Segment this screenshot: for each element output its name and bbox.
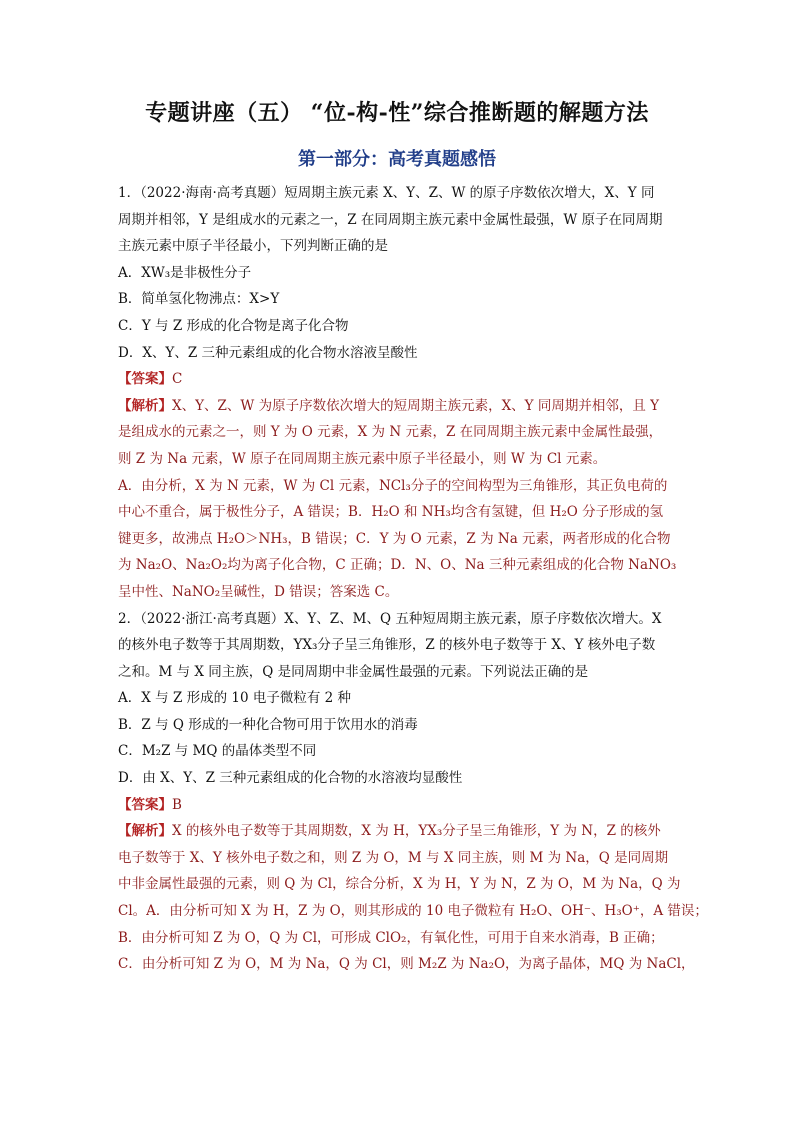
text-line	[118, 712, 678, 739]
page-title: 专题讲座（五） “位-构-性”综合推断题的解题方法	[145, 100, 649, 126]
explanation-text: 是组成水的元素之一，则 Y 为 O 元素，X 为 N 元素，Z 在同周期主族元素中金属性最强，	[118, 424, 663, 441]
explanation-text: X、Y、Z、W 为原子序数依次增大的短周期主族元素，X、Y 同周期并相邻，且 Y	[172, 397, 660, 414]
question-text: A．X 与 Z 形成的 10 电子微粒有 2 种	[118, 690, 352, 707]
question-text: C．Y 与 Z 形成的化合物是离子化合物	[118, 317, 349, 334]
text-line	[118, 659, 678, 686]
text-line	[118, 207, 678, 234]
text-line	[118, 419, 678, 446]
explanation-text: B．由分析可知 Z 为 O，Q 为 Cl，可形成 ClO₂，有氧化性，可用于自来水消毒，B 正确；	[118, 929, 664, 946]
answer-label: 【答案】	[118, 796, 172, 813]
question-text: D．由 X、Y、Z 三种元素组成的化合物的水溶液均显酸性	[118, 770, 463, 787]
explanation-text: 则 Z 为 Na 元素，W 原子在同周期主族元素中原子半径最小，则 W 为 Cl 元素。	[118, 450, 607, 467]
text-line	[118, 951, 695, 978]
answer-value: B	[172, 796, 182, 813]
text-line	[118, 685, 678, 712]
section-title: 第一部分：高考真题感悟	[298, 149, 496, 170]
text-line	[118, 473, 678, 500]
text-line	[118, 871, 681, 898]
text-line	[118, 366, 678, 393]
text-line	[118, 898, 708, 925]
text-line	[118, 579, 678, 606]
answer-value: C	[172, 371, 183, 388]
text-line	[118, 845, 678, 872]
question-text: C．M₂Z 与 MQ 的晶体类型不同	[118, 743, 317, 760]
explanation-text: C．由分析可知 Z 为 O，M 为 Na，Q 为 Cl，则 M₂Z 为 Na₂O，为离子晶体，MQ 为 NaCl，	[118, 956, 695, 973]
question-text: 之和。M 与 X 同主族，Q 是同周期中非金属性最强的元素。下列说法正确的是	[118, 663, 589, 680]
text-line	[118, 738, 678, 765]
text-line	[118, 260, 678, 287]
question-text: D．X、Y、Z 三种元素组成的化合物水溶液呈酸性	[118, 344, 418, 361]
text-line	[118, 792, 678, 819]
text-line	[118, 818, 678, 845]
explanation-text: 电子数等于 X、Y 核外电子数之和，则 Z 为 O，M 与 X 同主族，则 M 为 Na，Q 是同周期	[118, 849, 669, 866]
text-line	[118, 180, 678, 207]
text-line	[118, 393, 678, 420]
explanation-text: 键更多，故沸点 H₂O＞NH₃，B 错误；C．Y 为 O 元素，Z 为 Na 元素，两者形成的化合物	[118, 530, 671, 547]
explanation-text: Cl。A．由分析可知 X 为 H，Z 为 O，则其形成的 10 电子微粒有 H₂O、OH⁻、H₃O⁺，A 错误；	[118, 903, 708, 920]
text-line	[118, 313, 678, 340]
text-line	[118, 233, 678, 260]
text-line	[118, 526, 678, 553]
question-text: 2．（2022·浙江·高考真题）X、Y、Z、M、Q 五种短周期主族元素，原子序数依次增大。X	[118, 610, 662, 627]
explanation-text: 中心不重合，属于极性分子，A 错误；B．H₂O 和 NH₃均含有氢键，但 H₂O 分子形成的氢	[118, 504, 664, 521]
text-line	[118, 765, 678, 792]
explanation-text: 呈中性、NaNO₂呈碱性，D 错误；答案选 C。	[118, 583, 399, 600]
question-text: 周期并相邻，Y 是组成水的元素之一，Z 在同周期主族元素中金属性最强，W 原子在同周期	[118, 211, 663, 228]
text-line	[118, 632, 678, 659]
text-line	[118, 286, 678, 313]
text-line	[118, 499, 678, 526]
explanation-text: X 的核外电子数等于其周期数，X 为 H，YX₃分子呈三角锥形，Y 为 N，Z 的核外	[172, 823, 661, 840]
text-line	[118, 925, 678, 952]
content-body	[118, 180, 708, 978]
answer-label: 【答案】	[118, 371, 172, 388]
question-text: 1．（2022·海南·高考真题）短周期主族元素 X、Y、Z、W 的原子序数依次增大，X、Y 同	[118, 185, 655, 201]
question-text: B．Z 与 Q 形成的一种化合物可用于饮用水的消毒	[118, 716, 418, 733]
explanation-text: 中非金属性最强的元素，则 Q 为 Cl，综合分析，X 为 H，Y 为 N，Z 为 O，M 为 Na，Q 为	[118, 876, 681, 893]
question-text: 主族元素中原子半径最小，下列判断正确的是	[118, 238, 388, 255]
explanation-text: A．由分析，X 为 N 元素，W 为 Cl 元素，NCl₃分子的空间构型为三角锥形，其正负电荷的	[118, 477, 668, 494]
explanation-label: 【解析】	[118, 397, 172, 414]
text-line	[118, 606, 678, 633]
text-line	[118, 446, 678, 473]
text-line	[118, 340, 678, 367]
question-text: A．XW₃是非极性分子	[118, 264, 252, 281]
explanation-label: 【解析】	[118, 823, 172, 840]
question-text: 的核外电子数等于其周期数，YX₃分子呈三角锥形，Z 的核外电子数等于 X、Y 核外电子数	[118, 637, 656, 654]
question-text: B．简单氢化物沸点：X>Y	[118, 291, 280, 308]
explanation-text: 为 Na₂O、Na₂O₂均为离子化合物，C 正确；D．N、O、Na 三种元素组成的化合物 NaNO₃	[118, 557, 677, 574]
text-line	[118, 552, 678, 579]
